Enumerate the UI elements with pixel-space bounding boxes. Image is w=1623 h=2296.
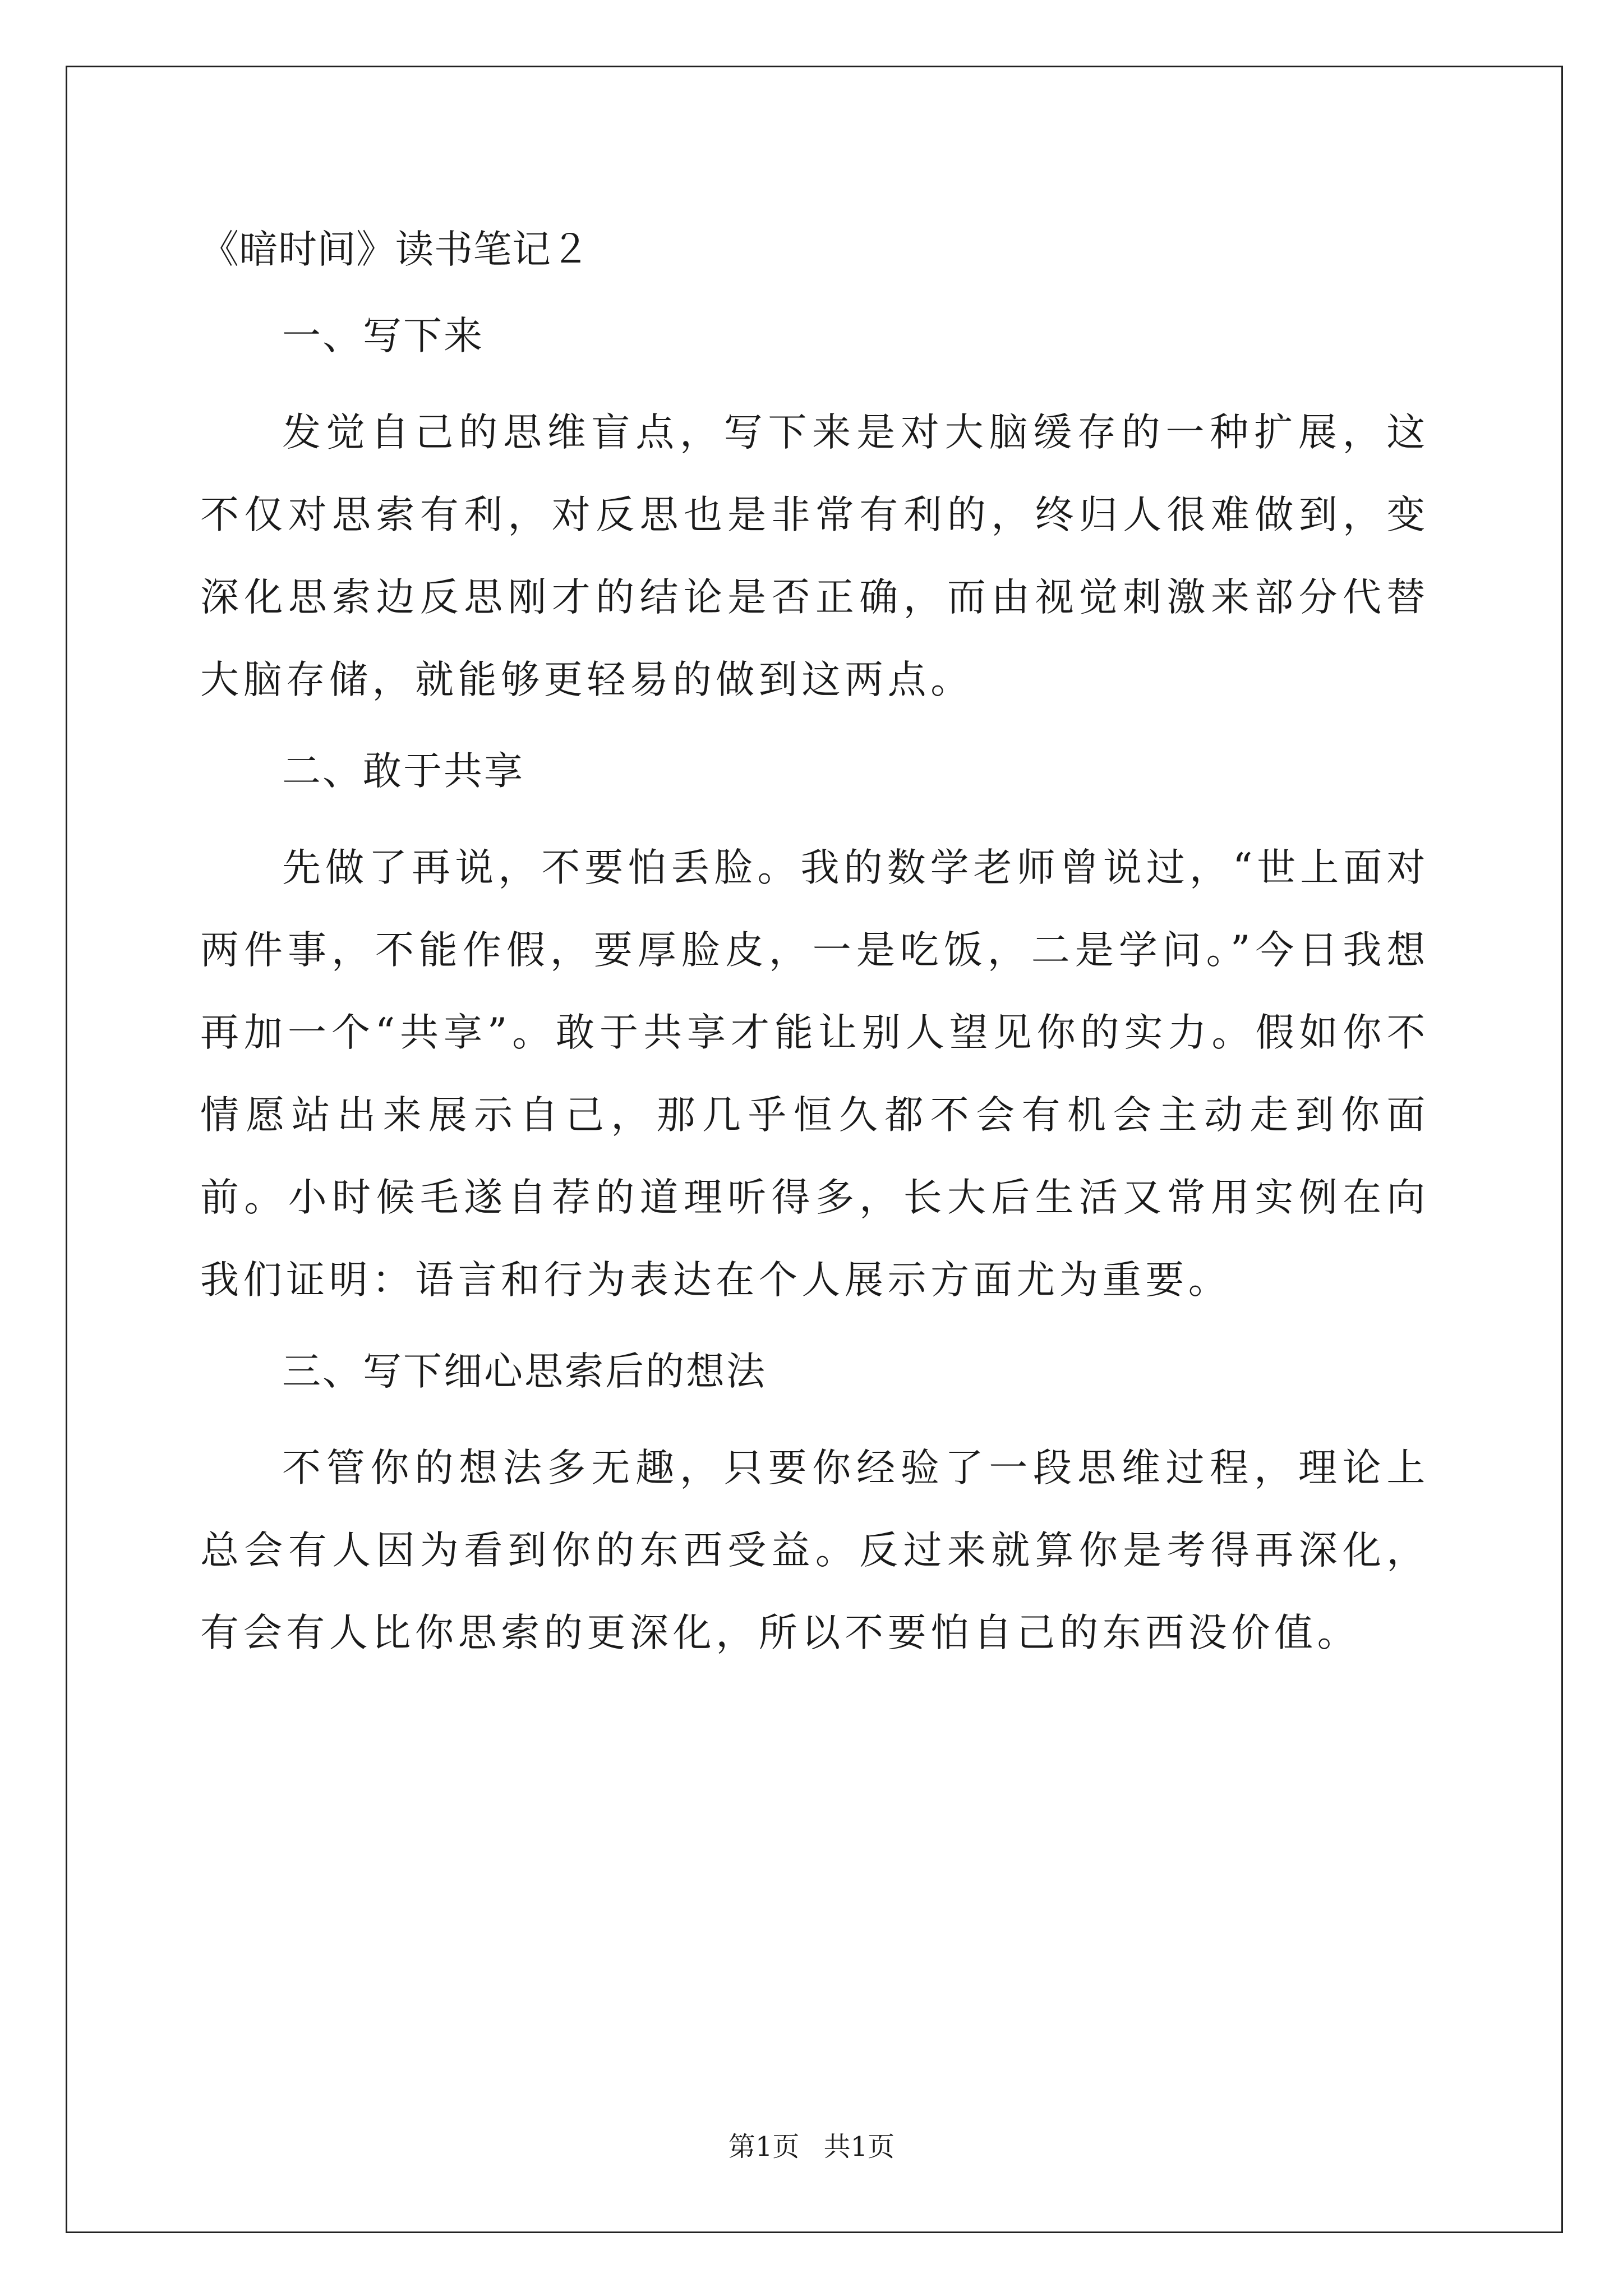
page-footer [0,2125,1623,2164]
section-paragraph: 不管你的想法多无趣，只要你经验了一段思维过程，理论上总会有人因为看到你的东西受益。反过来就算你是考得再深化，有会有人比你思索的更深化，所以不要怕自己的东西没价值。 [200,1446,1430,1655]
section-heading: 二、敢于共享 [282,749,524,794]
document-title: 《暗时间》读书笔记２ [200,227,590,272]
section-heading: 一、写下来 [282,314,484,358]
section-paragraph: 先做了再说，不要怕丢脸。我的数学老师曾说过，“世上面对两件事，不能作假，要厚脸皮，一是吃饭，二是学问。”今日我想再加一个“共享”。敢于共享才能让别人望见你的实力。假如你不情愿站出来展示自己，那几乎恒久都不会有机会主动走到你面前。小时候毛遂自荐的道理听得多，长大后生活又常用实例在向我们证明：语言和行为表达在个人展示方面尤为重要。 [200,845,1430,1303]
document-body [200,219,1430,1694]
section-heading: 三、写下细心思索后的想法 [282,1349,767,1394]
page-number: 第1页 [728,2131,800,2162]
page-total: 共1页 [823,2131,895,2162]
section-paragraph: 发觉自己的思维盲点，写下来是对大脑缓存的一种扩展，这不仅对思索有利，对反思也是非常有利的，终归人很难做到，变深化思索边反思刚才的结论是否正确，而由视觉刺激来部分代替大脑存储，就能够更轻易的做到这两点。 [200,410,1430,702]
